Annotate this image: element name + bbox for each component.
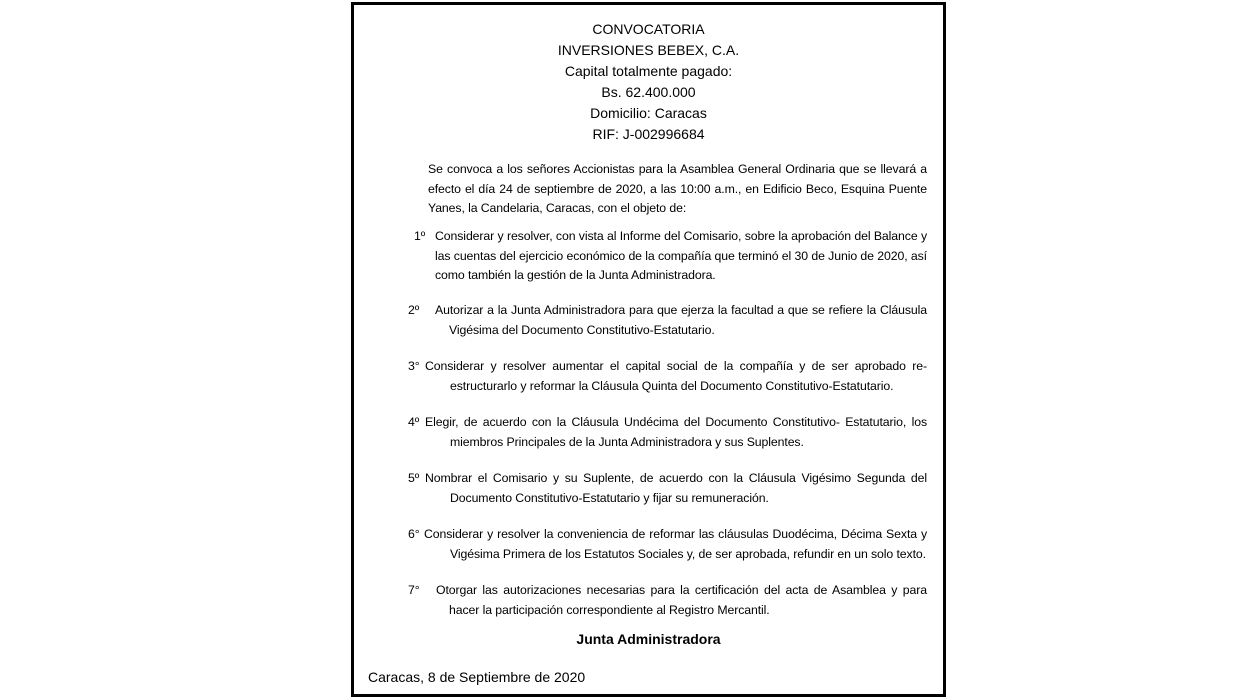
agenda-item-number: 2º [408,303,420,317]
capital-label: Capital totalmente pagado: [564,63,733,79]
notice-title: CONVOCATORIA [592,21,705,37]
agenda-item-5 [408,469,927,508]
notice-frame [351,2,946,697]
agenda-item-text: Considerar y resolver la conveniencia de reformar las cláusulas Duodécima, Décima Sexta y Vigésima Primera de los Estatutos Sociales y, de ser aprobada, refundir en un solo texto. [424,527,927,561]
company-name: INVERSIONES BEBEX, C.A. [557,42,740,58]
domicile: Domicilio: Caracas [590,105,707,121]
agenda-item-6 [408,525,927,564]
agenda-item-3 [408,357,927,396]
agenda-item-4 [408,413,927,452]
agenda-item-number: 5º [408,471,420,485]
agenda-item-2 [408,301,927,340]
rif-number: RIF: J-002996684 [592,126,705,142]
agenda-item-number: 6° [408,527,420,541]
agenda-item-text: Otorgar las autorizaciones necesarias para la certificación del acta de Asamblea y para hacer la participación correspondiente al Registro Mercantil. [436,583,927,617]
agenda-item-text: Elegir, de acuerdo con la Cláusula Undécima del Documento Constitutivo- Estatutario, los miembros Principales de la Junta Administradora y sus Suplentes. [425,415,927,449]
place-and-date: Caracas, 8 de Septiembre de 2020 [368,669,586,685]
agenda-item-text: Nombrar el Comisario y su Suplente, de acuerdo con la Cláusula Vigésimo Segunda del Documento Constitutivo-Estatutario y fijar su remuneración. [425,471,927,505]
agenda-item-number: 7° [408,583,420,597]
notice-header [354,19,943,145]
agenda-item-1 [414,227,927,286]
agenda-item-text: Autorizar a la Junta Administradora para que ejerza la facultad a que se refiere la Cláusula Vigésima del Documento Constitutivo-Estatutario. [435,303,927,337]
agenda-item-text: Considerar y resolver aumentar el capital social de la compañía y de ser aprobado re-estructurarlo y reformar la Cláusula Quinta del Documento Constitutivo-Estatutario. [425,359,927,393]
intro-paragraph: Se convoca a los señores Accionistas para la Asamblea General Ordinaria que se llevará a efecto el día 24 de septiembre de 2020, a las 10:00 a.m., en Edificio Beco, Esquina Puente Yanes, la Candelaria, Caracas, con el objeto de: [428,162,927,215]
agenda-item-number: 4º [408,415,420,429]
agenda-item-number: 3° [408,359,420,373]
agenda-item-number: 1º [414,229,426,243]
capital-amount: Bs. 62.400.000 [601,84,696,100]
signature-board: Junta Administradora [576,631,721,647]
agenda-item-7 [408,581,927,620]
agenda-item-text: Considerar y resolver, con vista al Informe del Comisario, sobre la aprobación del Balance y las cuentas del ejercicio económico de la compañía que terminó el 30 de Junio de 2020, así como también la gestión de la Junta Administradora. [435,229,927,282]
